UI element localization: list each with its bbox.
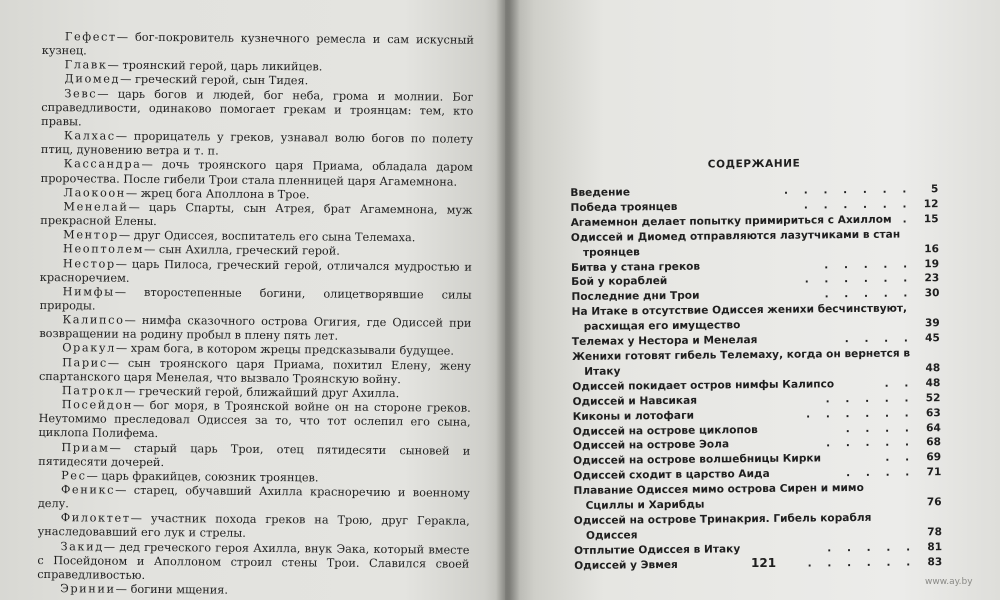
contents-item-title: Победа троянцев xyxy=(570,200,678,214)
contents-item-page: 81 xyxy=(927,540,943,554)
contents-heading: СОДЕРЖАНИЕ xyxy=(707,157,801,171)
contents-item-page: 78 xyxy=(927,525,942,539)
glossary-term: Менелай xyxy=(63,200,129,214)
contents-item-title: Одиссей на острове Эола xyxy=(572,438,730,453)
contents-item-page: 64 xyxy=(926,421,941,434)
glossary-entry xyxy=(40,200,472,232)
glossary-definition: — греческий герой, ближайший друг Ахилла. xyxy=(124,384,400,401)
contents-item xyxy=(572,301,940,335)
contents-item-page: 23 xyxy=(924,272,940,285)
contents-item-leader: . . . . xyxy=(845,421,915,435)
table-of-contents xyxy=(570,156,942,573)
contents-item-page: 16 xyxy=(924,242,940,255)
watermark: www.ay.by xyxy=(925,577,973,587)
glossary-term: Кассандра xyxy=(63,157,142,172)
contents-item-page: 19 xyxy=(924,257,940,270)
contents-item-leader: . . . . xyxy=(844,332,914,346)
glossary-definition: — нимфа сказочного острова Огигия, где Одиссей при возвращении на родину пробыл в плену пять лет. xyxy=(39,313,472,343)
contents-item-title: Одиссей и Навсикая xyxy=(572,394,698,408)
glossary-definition: — царь Пилоса, греческий герой, отличался мудростью и красноречием. xyxy=(39,257,473,285)
glossary-definition: — греческий герой, сын Тидея. xyxy=(120,73,309,88)
glossary-entry xyxy=(41,129,473,161)
glossary-term: Главк xyxy=(64,58,108,72)
contents-item-title: Одиссей на острове волшебницы Кирки xyxy=(573,452,822,468)
contents-item-leader: . . . . . . xyxy=(806,406,915,421)
contents-item-title: Киконы и лотофаги xyxy=(572,409,695,423)
contents-item-leader: . . xyxy=(885,451,916,465)
glossary-term: Ментор xyxy=(63,228,119,242)
glossary-definition: — троянский герой, царь ликийцев. xyxy=(107,58,323,74)
glossary-term: Калхас xyxy=(64,129,116,143)
contents-item-title: Битва у стана греков xyxy=(571,260,701,274)
glossary-definition: — сын Ахилла, греческий герой. xyxy=(143,243,340,258)
glossary-definition: — прорицатель у греков, узнавал волю богов по полету птиц, дуновению ветра и т. п. xyxy=(40,129,474,158)
glossary-term: Феникс xyxy=(60,483,116,497)
contents-item-title: Одиссей и Диомед отправляются лазутчиками в стан троянцев xyxy=(570,228,901,259)
glossary-entry xyxy=(39,313,471,345)
glossary-term: Нимфы xyxy=(62,285,115,299)
glossary-term: Рес xyxy=(61,469,87,483)
glossary-entry xyxy=(42,30,474,62)
glossary-term: Лаокоон xyxy=(63,185,126,200)
contents-item-title: Отплытие Одиссея в Итаку xyxy=(574,542,741,557)
contents-item-page: 48 xyxy=(925,362,941,375)
contents-item-leader: . . . . . . xyxy=(803,198,913,212)
contents-item-title: Последние дни Трои xyxy=(571,289,700,304)
glossary-term: Нестор xyxy=(62,256,116,271)
glossary-entry xyxy=(41,87,473,133)
glossary-definition: — участник похода греков на Трою, друг Геракла, унаследовавший его лук и стрелы. xyxy=(37,512,470,541)
contents-item-page: 45 xyxy=(925,332,940,345)
contents-item-leader: . . . . xyxy=(846,466,916,480)
contents-item-title: Введение xyxy=(570,186,631,199)
glossary-term: Посейдон xyxy=(61,398,134,412)
contents-item-title: Телемах у Нестора и Менелая xyxy=(571,334,758,349)
contents-item-leader: . . . . . xyxy=(826,436,916,450)
glossary-entry xyxy=(37,540,469,586)
contents-item-page: 48 xyxy=(925,376,941,390)
glossary-term: Парис xyxy=(62,355,108,370)
glossary-term: Эринии xyxy=(60,582,116,596)
contents-item-title: Одиссей сходит в царство Аида xyxy=(573,468,770,483)
page-number: 121 xyxy=(751,556,777,570)
contents-item-leader: . xyxy=(902,213,913,226)
glossary-definition: — старый царь Трои, отец пятидесяти сыновей и пятидесяти дочерей. xyxy=(38,441,471,469)
contents-item xyxy=(573,480,941,514)
glossary-entry xyxy=(40,256,472,288)
contents-item-page: 63 xyxy=(925,406,941,419)
glossary-entry xyxy=(39,356,471,388)
glossary-term: Калипсо xyxy=(62,313,125,327)
glossary-term: Приам xyxy=(61,440,110,455)
glossary-definition: — царь богов и людей, бог неба, грома и молнии. Бог справедливости, одинаково помогает грекам и троянцам: тем, кто правы. xyxy=(41,87,474,129)
contents-item-title: Бой у кораблей xyxy=(571,275,668,289)
contents-item-leader: . . . . . . . xyxy=(783,183,913,197)
glossary xyxy=(37,30,474,600)
contents-item-page: 30 xyxy=(924,287,940,300)
contents-item-page: 15 xyxy=(923,212,939,226)
glossary-definition: — бог-покровитель кузнечного ремесла и сам искусный кузнец. xyxy=(41,30,474,58)
glossary-definition: — царь Спарты, сын Атрея, брат Агамемнона, муж прекрасной Елены. xyxy=(40,200,473,229)
contents-item-title: Одиссей покидает остров нимфы Калипсо xyxy=(572,378,835,393)
contents-item-page: 5 xyxy=(930,183,939,196)
contents-item-title: Женихи готовят гибель Телемаху, когда он вернется в Итаку xyxy=(571,347,911,378)
book-gutter xyxy=(496,0,520,600)
contents-item-leader: . . . . . . xyxy=(804,272,914,286)
contents-item-page: 69 xyxy=(926,451,942,464)
glossary-definition: — сын троянского царя Приама, похитил Елену, жену спартанского царя Менелая, что вызвало Троянскую войну. xyxy=(38,356,472,386)
contents-item-page: 52 xyxy=(925,391,941,404)
glossary-entry xyxy=(38,511,470,543)
glossary-definition: — дочь троянского царя Приама, обладала даром пророчества. После гибели Трои стала пленницей царя Агамемнона. xyxy=(40,158,473,189)
glossary-definition: — бог моря, в Троянской войне он на стороне греков. Неутомимо преследовал Одиссея за то, что тот ослепил его сына, циклопа Полифема. xyxy=(38,398,471,441)
glossary-term: Неоптолем xyxy=(63,242,145,257)
contents-item-leader: . . . . . xyxy=(824,257,914,271)
contents-item-leader: . . . . . . xyxy=(807,556,917,570)
glossary-entry xyxy=(41,157,473,189)
glossary-entry xyxy=(38,441,470,473)
glossary-definition: — царь фракийцев, союзник троянцев. xyxy=(86,469,319,485)
contents-item-leader: . . . . . xyxy=(825,392,915,406)
glossary-definition: — дед греческого героя Ахилла, внук Эака, который вместе с Посейдоном и Аполлоном строил стены Трои. Славился своей справедливостью. xyxy=(37,540,470,582)
glossary-term: Гефест xyxy=(64,30,117,44)
contents-item xyxy=(574,510,942,544)
contents-item-page: 39 xyxy=(924,317,940,330)
contents-item-page: 12 xyxy=(923,198,939,211)
glossary-term: Филоктет xyxy=(60,511,131,526)
glossary-term: Зевс xyxy=(64,86,98,101)
glossary-definition: — старец, обучавший Ахилла красноречию и военному делу. xyxy=(37,483,471,511)
glossary-definition: — друг Одиссея, воспитатель его сына Телемаха. xyxy=(118,228,416,245)
glossary-term: Закид xyxy=(60,539,104,554)
contents-item-title: Одиссей на острове Тринакрия. Гибель корабля Одиссея xyxy=(573,511,872,542)
contents-item-page: 68 xyxy=(926,436,942,449)
glossary-definition: — храм бога, в котором жрецы предсказывали будущее. xyxy=(115,342,455,359)
glossary-definition: — богини мщения. xyxy=(115,582,229,597)
glossary-term: Диомед xyxy=(64,72,121,87)
contents-item-leader: . . . . . xyxy=(827,541,917,555)
contents-item xyxy=(572,346,940,380)
glossary-entry xyxy=(38,398,470,444)
contents-item-leader: . . xyxy=(884,377,915,390)
glossary-entry xyxy=(40,285,472,317)
glossary-entry xyxy=(38,483,470,515)
contents-item-page: 83 xyxy=(927,555,943,568)
glossary-term: Патрокл xyxy=(61,384,125,398)
contents-item-page: 71 xyxy=(926,466,942,479)
contents-item-title: Агамемнон делает попытку примириться с Ахиллом xyxy=(570,213,892,229)
contents-item-title: Плавание Одиссея мимо острова Сирен и мимо Сциллы и Харибды xyxy=(573,482,864,512)
contents-item-title: Одиссей на острове циклопов xyxy=(572,423,758,438)
contents-item-title: На Итаке в отсутствие Одиссея женихи бесчинствуют, расхищая его имущество xyxy=(571,302,908,334)
glossary-definition: — второстепенные богини, олицетворявшие силы природы. xyxy=(39,285,472,313)
contents-item-title: Одиссей у Эвмея xyxy=(574,558,678,572)
contents-list xyxy=(570,182,942,573)
contents-item-leader: . . . . . xyxy=(824,287,914,301)
glossary-definition: — жрец бога Аполлона в Трое. xyxy=(125,186,310,202)
glossary-term: Оракул xyxy=(62,341,116,356)
contents-item-page: 76 xyxy=(926,496,942,509)
contents-item xyxy=(571,227,939,261)
